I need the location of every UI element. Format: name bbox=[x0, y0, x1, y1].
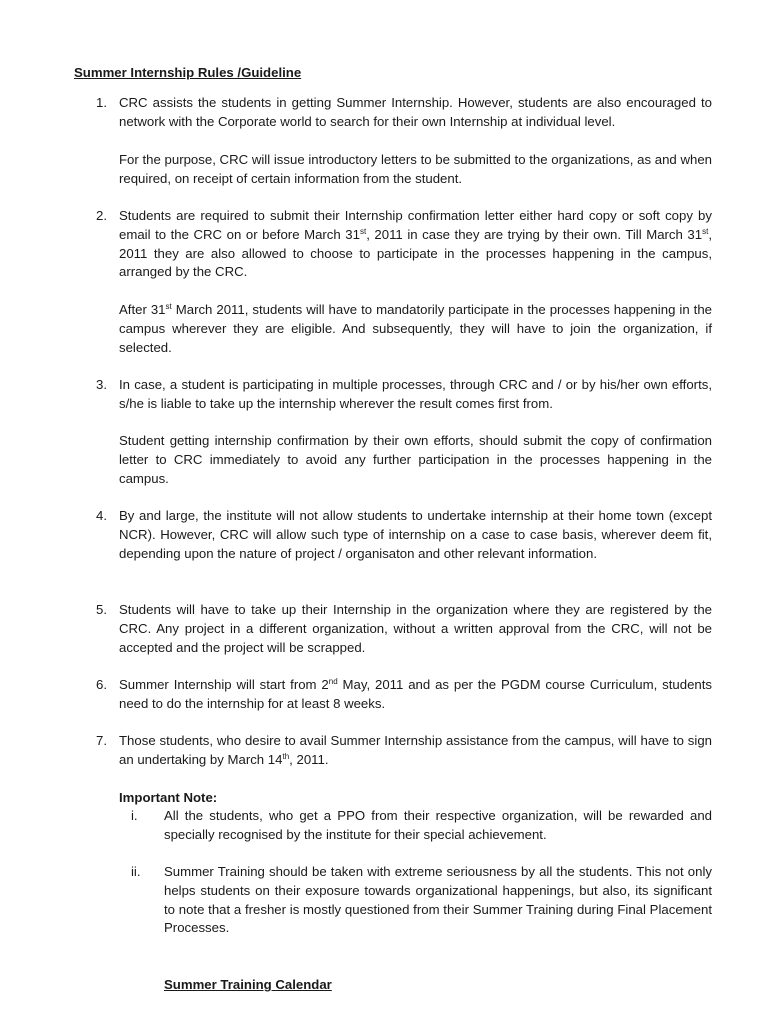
ordinal-suffix: st bbox=[165, 302, 172, 311]
note-item-text: All the students, who get a PPO from their respective organization, will be rewarded and specially recognised by the institute for their special achievement. bbox=[164, 808, 712, 842]
item-paragraph: Summer Internship will start from 2nd May, 2011 and as per the PGDM course Curriculum, students need to do the internship for at least 8 weeks. bbox=[119, 677, 713, 711]
item-number: 6. bbox=[96, 677, 107, 692]
important-note-heading: Important Note: bbox=[119, 790, 218, 805]
note-item-text: Summer Training should be taken with extreme seriousness by all the students. This not only helps students on their exposure towards organizational happenings, but also, its significant to note that a fresher is mostly questioned from their Summer Training during Final Placement Processes. bbox=[164, 864, 712, 936]
item-number: 5. bbox=[96, 602, 107, 617]
item-paragraph: Student getting internship confirmation by their own efforts, should submit the copy of confirmation letter to CRC immediately to avoid any further participation in the processes happening in the campus. bbox=[119, 433, 712, 486]
ordinal-suffix: nd bbox=[328, 677, 338, 686]
item-paragraph: In case, a student is participating in multiple processes, through CRC and / or by his/her own efforts, s/he is liable to take up the internship wherever the result comes first from. bbox=[119, 377, 712, 411]
item-number: 1. bbox=[96, 95, 107, 110]
ordinal-suffix: st bbox=[702, 226, 709, 236]
item-number: 7. bbox=[96, 733, 107, 748]
document-title: Summer Internship Rules /Guideline bbox=[74, 65, 302, 80]
calendar-heading: Summer Training Calendar bbox=[164, 977, 332, 992]
item-number: 4. bbox=[96, 508, 107, 523]
item-number: 2. bbox=[96, 208, 107, 223]
ordinal-suffix: th bbox=[282, 751, 290, 761]
item-paragraph: For the purpose, CRC will issue introductory letters to be submitted to the organizations, as and when required, on receipt of certain information from the student. bbox=[119, 152, 712, 186]
note-item-number: i. bbox=[131, 808, 138, 823]
item-number: 3. bbox=[96, 377, 107, 392]
item-paragraph: Students will have to take up their Internship in the organization where they are registered by the CRC. Any project in a different organization, without a written approval from the CRC, will not be accepted and the project will be scrapped. bbox=[119, 602, 712, 655]
item-paragraph: Those students, who desire to avail Summer Internship assistance from the campus, will have to sign an undertaking by March 14th, 2011. bbox=[119, 733, 712, 767]
item-paragraph: CRC assists the students in getting Summer Internship. However, students are also encouraged to network with the Corporate world to search for their own Internship at individual level. bbox=[119, 95, 712, 129]
item-paragraph: Students are required to submit their Internship confirmation letter either hard copy or soft copy by email to the CRC on or before March 31st, 2011 in case they are trying by their own. Till March 31st, 2011 they are also allowed to choose to participate in the processes happening in the campus, arranged by the CRC. bbox=[119, 208, 712, 280]
ordinal-suffix: st bbox=[359, 226, 367, 236]
item-paragraph: By and large, the institute will not allow students to undertake internship at their home town (except NCR). However, CRC will allow such type of internship on a case to case basis, wherever deem fit, depending upon the nature of project / organisaton and other relevant information. bbox=[119, 508, 712, 561]
item-paragraph: After 31st March 2011, students will have to mandatorily participate in the processes happening in the campus wherever they are eligible. And subsequently, they will have to join the organization, if selected. bbox=[119, 302, 712, 355]
note-item-number: ii. bbox=[131, 864, 141, 879]
